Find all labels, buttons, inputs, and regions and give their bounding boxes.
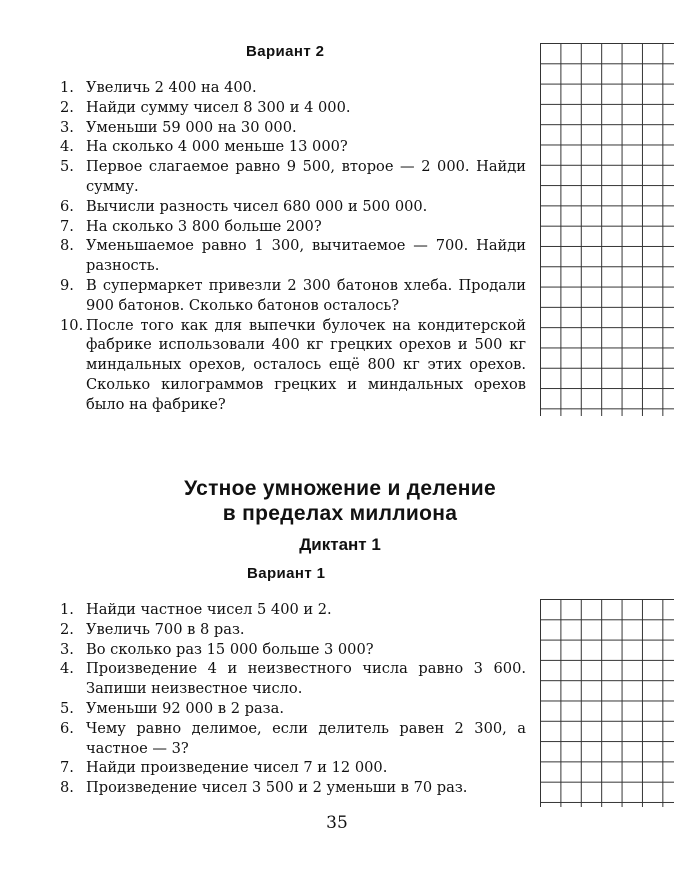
task-number: 5. [60,699,74,717]
variant-2-heading: Вариант 2 [246,43,325,60]
task-item [60,778,526,798]
task-item [60,620,526,640]
task-number: 3. [60,118,74,136]
task-item [60,78,526,98]
task-text: Найди сумму чисел 8 300 и 4 000. [86,98,351,116]
task-text: Уменьшаемое равно 1 300, вычитаемое — 700. Найди разность. [86,237,526,275]
task-item [60,600,526,620]
task-text: Уменьши 59 000 на 30 000. [86,118,297,136]
task-number: 4. [60,660,74,678]
task-number: 8. [60,237,74,255]
task-text: Во сколько раз 15 000 больше 3 000? [86,640,374,658]
task-item [60,137,526,157]
task-number: 10. [60,316,84,334]
task-text: В супермаркет привезли 2 300 батонов хлеба. Продали 900 батонов. Сколько батонов осталось? [86,276,526,314]
task-number: 6. [60,719,74,737]
task-number: 6. [60,197,74,215]
task-text: Увеличь 700 в 8 раз. [86,620,245,638]
page-number: 35 [326,813,348,833]
task-item [60,699,526,719]
task-text: После того как для выпечки булочек на кондитерской фабрике использовали 400 кг грецких орехов и 500 кг миндальных орехов, осталось ещё 800 кг этих орехов. Сколько килограммов грецких и миндальных орехов было на фабрике? [86,316,526,413]
task-item [60,118,526,138]
task-item [60,758,526,778]
task-item [60,316,526,415]
task-text: Произведение чисел 3 500 и 2 уменьши в 70 раз. [86,779,468,797]
task-number: 3. [60,640,74,658]
task-number: 5. [60,158,74,176]
variant-1-task-list [60,600,526,798]
answer-grid-variant-2[interactable] [540,43,674,416]
task-text: Вычисли разность чисел 680 000 и 500 000. [86,197,428,215]
task-text: На сколько 3 800 больше 200? [86,217,322,235]
task-text: Найди частное чисел 5 400 и 2. [86,601,332,618]
dictation-heading: Диктант 1 [299,535,381,554]
task-number: 9. [60,276,74,294]
task-item [60,719,526,759]
section-title-line-1: Устное умножение и деление [184,477,496,500]
task-item [60,217,526,237]
task-number: 1. [60,601,74,618]
task-item [60,640,526,660]
task-item [60,197,526,217]
task-text: Чему равно делимое, если делитель равен 2 300, а частное — 3? [86,719,526,757]
task-item [60,98,526,118]
task-number: 8. [60,779,74,797]
task-text: Первое слагаемое равно 9 500, второе — 2 000. Найди сумму. [86,158,526,195]
task-number: 1. [60,79,74,96]
task-number: 7. [60,759,74,777]
variant-1-heading: Вариант 1 [247,565,326,582]
section-title [120,476,560,526]
task-item [60,276,526,316]
task-text: Уменьши 92 000 в 2 раза. [86,699,284,717]
task-text: Найди произведение чисел 7 и 12 000. [86,759,388,777]
task-text: На сколько 4 000 меньше 13 000? [86,138,348,156]
variant-2-task-list [60,78,526,415]
task-item [60,659,526,699]
task-item [60,236,526,276]
answer-grid-variant-1[interactable] [540,599,674,807]
section-title-line-2: в пределах миллиона [222,502,458,525]
task-number: 7. [60,217,74,235]
task-item [60,157,526,197]
task-number: 2. [60,98,74,116]
task-number: 2. [60,620,74,638]
task-text: Увеличь 2 400 на 400. [86,79,257,96]
task-number: 4. [60,138,74,156]
task-text: Произведение 4 и неизвестного числа равно 3 600. Запиши неизвестное число. [86,660,526,698]
